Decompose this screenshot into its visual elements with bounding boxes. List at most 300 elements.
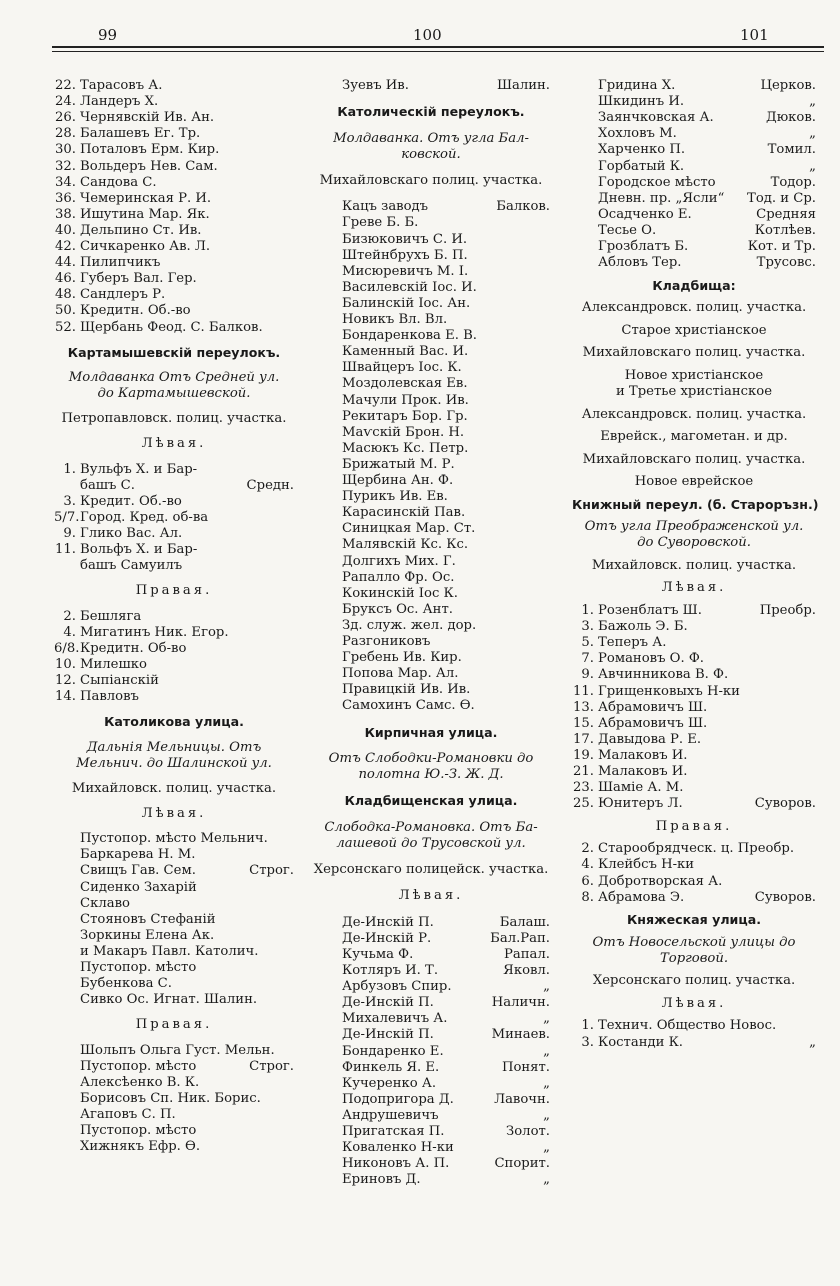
owner-name: Моздолевская Ев. (342, 376, 468, 392)
entry-row (572, 126, 816, 142)
owner-name: Кучеренко А. (342, 1075, 437, 1091)
header-rule (52, 46, 824, 48)
house-number: 14. (55, 689, 76, 705)
owner-name: Никоновъ А. П. (342, 1156, 450, 1172)
owner-name: Маѵскій Брон. Н. (342, 424, 465, 440)
entry-row (312, 199, 550, 215)
cross-street: Рапал. (504, 946, 550, 962)
cross-street: „ (809, 94, 816, 110)
owner-name: башъ Самуилъ (80, 558, 183, 574)
owner-name: Городское мѣсто (598, 174, 716, 190)
house-number: 38. (55, 206, 76, 222)
owner-name: Пустопор. мѣсто (80, 1058, 197, 1074)
owner-name: Шаміе А. М. (598, 780, 684, 796)
owner-name: Котляръ И. Т. (342, 963, 439, 978)
cross-street: „ (543, 1172, 550, 1188)
house-number: 3. (63, 493, 76, 509)
owner-name: Зоркины Елена Ак. (80, 927, 215, 943)
owner-name: Кацъ заводъ (342, 199, 429, 215)
house-number: 2. (63, 608, 76, 624)
owner-name: Розенблатъ Ш. (598, 603, 702, 618)
house-number: 24. (55, 94, 76, 110)
entry-row (54, 1107, 294, 1123)
cross-street: Строг. (249, 1058, 294, 1074)
house-number: 13. (573, 699, 594, 715)
owner-name: Осадченко Е. (598, 206, 692, 222)
entry-row (572, 159, 816, 175)
house-number: 25. (573, 796, 594, 812)
owner-name: Балинскій Іос. Ан. (342, 295, 471, 311)
section-heading: Картамышевскій переулокъ. (67, 344, 281, 360)
entry-row (54, 625, 294, 641)
entry-row (312, 586, 550, 602)
entry-row (572, 175, 816, 191)
entry-row (312, 1092, 550, 1108)
owner-name: Бруксъ Ос. Ант. (342, 601, 453, 617)
cross-street: Тодор. (770, 174, 816, 190)
house-number: 3. (581, 1034, 594, 1050)
entry-row (572, 684, 816, 700)
owner-name: Склаво (80, 895, 130, 911)
owner-name: Свищъ Гав. Сем. (80, 863, 196, 879)
entry-row (312, 328, 550, 344)
house-number: 5/7. (54, 509, 80, 525)
section-subtitle: Отъ Новосельской улицы до (592, 934, 796, 950)
house-number: 19. (573, 747, 594, 763)
police-district: Михайловскаго полиц. участка. (582, 345, 806, 361)
owner-name: Алексѣенко В. К. (80, 1074, 200, 1090)
house-number: 9. (63, 526, 76, 541)
entry-row (54, 657, 294, 673)
police-district: Александровск. полиц. участка. (581, 406, 807, 422)
owner-name: Павловъ (80, 689, 139, 705)
entry-row (312, 915, 550, 931)
owner-name: Андрушевичъ (342, 1107, 439, 1123)
owner-name: Тарасовъ А. (80, 78, 163, 93)
entry-row (572, 603, 816, 619)
entry-row (54, 223, 294, 239)
owner-name: Мачули Прок. Ив. (342, 392, 469, 408)
police-district: Новое еврейское (634, 474, 754, 490)
section-subtitle: Мельнич. до Шалинской ул. (76, 755, 272, 771)
owner-name: Бешляга (80, 608, 142, 624)
section-subtitle: ковской. (401, 146, 461, 162)
house-number: 52. (55, 319, 76, 335)
entry-row (54, 944, 294, 960)
side-label: Лѣвая. (661, 995, 727, 1011)
entry-row (572, 239, 816, 255)
entry-row (572, 890, 816, 906)
entry-row (572, 110, 816, 126)
entry-row (312, 360, 550, 376)
section-subtitle: Отъ угла Преображенской ул. (584, 519, 804, 535)
house-number: 23. (573, 780, 594, 796)
entry-row (312, 1027, 550, 1043)
police-district: Петропавловск. полиц. участка. (61, 411, 287, 427)
owner-name: Малявскій Кс. Кс. (342, 537, 469, 553)
cross-street: Шалин. (496, 78, 550, 93)
entry-row (312, 1156, 550, 1172)
entry-row (312, 666, 550, 682)
owner-name: Старообрядческ. ц. Преобр. (598, 841, 795, 857)
entry-row (312, 1076, 550, 1092)
owner-name: башъ С. (80, 477, 135, 493)
entry-row (54, 542, 294, 558)
owner-name: Кредитн. Об.-во (80, 303, 191, 319)
owner-name: Штейнбрухъ Б. П. (342, 247, 468, 263)
owner-name: Кредит. Об.-во (80, 493, 182, 509)
owner-name: Швайцеръ Іос. К. (342, 360, 462, 376)
entry-row (312, 505, 550, 521)
entry-row (54, 175, 294, 191)
owner-name: Грозблатъ Б. (598, 239, 689, 254)
section-heading: Католическій переулокъ. (337, 104, 525, 120)
owner-name: Пилипчикъ (80, 255, 161, 271)
entry-row (572, 142, 816, 158)
owner-name: Давыдова Р. Е. (598, 731, 702, 747)
house-number: 3. (581, 619, 594, 635)
entry-row (572, 716, 816, 732)
owner-name: Коваленко Н-ки (342, 1140, 454, 1156)
section-heading: Католикова улица. (104, 714, 244, 730)
house-number: 6. (581, 873, 594, 889)
entry-row (572, 223, 816, 239)
police-district: Михайловск. полиц. участка. (591, 557, 797, 573)
entry-row (312, 650, 550, 666)
owner-name: Ишутина Мар. Як. (80, 206, 210, 222)
section-subtitle: Молдаванка. Отъ угла Бал- (333, 130, 529, 146)
section-subtitle: до Суворовской. (637, 535, 751, 551)
owner-name: Подопригора Д. (342, 1091, 454, 1107)
owner-name: Бизюковичъ С. И. (342, 231, 468, 247)
entry-row (54, 191, 294, 207)
owner-name: Зуевъ Ив. (342, 78, 409, 93)
owner-name: Технич. Общество Новос. (598, 1018, 777, 1034)
house-number: 2. (581, 841, 594, 857)
entry-row (572, 1035, 816, 1051)
owner-name: Самохинъ Самс. Ѳ. (342, 698, 475, 714)
owner-name: Дельпино Ст. Ив. (80, 222, 202, 238)
owner-name: Сичкаренко Ав. Л. (80, 239, 211, 254)
owner-name: Костанди К. (598, 1034, 683, 1050)
owner-name: Абрамовичъ Ш. (598, 715, 708, 731)
owner-name: Вольфъ Х. и Бар- (80, 542, 198, 558)
police-district: Александровск. полиц. участка. (581, 300, 807, 316)
owner-name: Вульфъ Х. и Бар- (80, 461, 198, 477)
owner-name: Кокинскій Іос К. (342, 585, 458, 601)
entry-row (54, 239, 294, 255)
entry-row (54, 1091, 294, 1107)
owner-name: Ериновъ Д. (342, 1172, 421, 1188)
entry-row (54, 1059, 294, 1075)
entry-row (54, 960, 294, 976)
cross-street: Средняя (756, 206, 816, 222)
house-number: 26. (55, 110, 76, 126)
owner-name: Де-Инскій П. (342, 995, 434, 1011)
entry-row (312, 963, 550, 979)
entry-row (572, 667, 816, 683)
entry-row (312, 78, 550, 94)
house-number: 32. (55, 158, 76, 174)
entry-row (312, 537, 550, 553)
house-number: 1. (581, 603, 594, 618)
house-number: 4. (581, 857, 594, 873)
entry-row (54, 992, 294, 1008)
cross-street: „ (809, 126, 816, 142)
owner-name: Финкель Я. Е. (342, 1059, 440, 1075)
section-subtitle: Дальнія Мельницы. Отъ (86, 739, 262, 755)
entry-row (312, 1172, 550, 1188)
owner-name: Сыпіанскій (80, 673, 159, 688)
house-number: 10. (55, 656, 76, 672)
entry-row (54, 673, 294, 689)
owner-name: Глико Вас. Ал. (80, 526, 183, 541)
entry-row (572, 748, 816, 764)
owner-name: Кучьма Ф. (342, 946, 414, 962)
entry-row (572, 207, 816, 223)
section-subtitle: полотна Ю.-З. Ж. Д. (358, 767, 504, 783)
page-number-left: 99 (98, 26, 118, 44)
owner-name: Синицкая Мар. Ст. (342, 521, 476, 537)
owner-name: Абрамовичъ Ш. (598, 699, 708, 715)
owner-name: Грищенковыхъ Н-ки (598, 683, 740, 699)
owner-name: Вольдеръ Нев. Сам. (80, 158, 218, 174)
cross-street: „ (543, 1011, 550, 1027)
entry-row (312, 698, 550, 714)
house-number: 44. (55, 255, 76, 271)
entry-row (54, 928, 294, 944)
entry-row (54, 1139, 294, 1155)
house-number: 22. (55, 78, 76, 93)
entry-row (312, 344, 550, 360)
cross-street: Золот. (506, 1124, 550, 1139)
cross-street: Суворов. (754, 889, 816, 905)
owner-name: Горбатый К. (598, 158, 685, 174)
owner-name: Поталовъ Ерм. Кир. (80, 142, 220, 158)
owner-name: Романовъ О. Ф. (598, 651, 705, 667)
owner-name: Пустопор. мѣсто (80, 1123, 197, 1139)
owner-name: Рекитаръ Бор. Гр. (342, 408, 468, 424)
police-district: Херсонскаго полиц. участка. (592, 973, 796, 989)
police-district: Михайловск. полиц. участка. (71, 780, 277, 796)
owner-name: Балашевъ Ег. Тр. (80, 126, 201, 142)
house-number: 12. (55, 673, 76, 688)
house-number: 48. (55, 287, 76, 303)
owner-name: Попова Мар. Ал. (342, 666, 459, 682)
entry-row (312, 931, 550, 947)
entry-row (54, 880, 294, 896)
cross-street: Наличн. (491, 995, 550, 1011)
section-subtitle: до Картамышевской. (97, 386, 251, 401)
cross-street: Тод. и Ср. (747, 190, 816, 206)
cross-street: Балков. (496, 199, 550, 215)
entry-row (54, 126, 294, 142)
house-number: 9. (581, 667, 594, 683)
owner-name: Чернявскій Ив. Ан. (80, 110, 215, 126)
cross-street: Кот. и Тр. (747, 239, 816, 254)
owner-name: Сиденко Захарій (80, 879, 197, 895)
entry-row (312, 280, 550, 296)
owner-name: Борисовъ Сп. Ник. Борис. (80, 1090, 261, 1106)
owner-name: Сандова С. (80, 174, 157, 190)
house-number: 30. (55, 142, 76, 158)
entry-row (312, 264, 550, 280)
entry-row (54, 896, 294, 912)
cross-street: „ (543, 1140, 550, 1156)
entry-row (312, 634, 550, 650)
house-number: 15. (573, 715, 594, 731)
police-district: Новое христіанское (624, 367, 764, 383)
entry-row (54, 142, 294, 158)
cross-street: „ (809, 1034, 816, 1050)
owner-name: Зд. служ. жел. дор. (342, 617, 477, 633)
owner-name: Пригатская П. (342, 1124, 445, 1139)
entry-row (312, 409, 550, 425)
entry-row (54, 1123, 294, 1139)
owner-name: Чемеринская Р. И. (80, 190, 212, 206)
entry-row (54, 207, 294, 223)
owner-name: Бондаренкова Е. В. (342, 328, 477, 344)
section-heading: Кирпичная улица. (364, 724, 498, 740)
owner-name: Хохловъ М. (598, 126, 677, 142)
house-number: 40. (55, 222, 76, 238)
entry-row (572, 764, 816, 780)
entry-row (312, 682, 550, 698)
entry-row (312, 521, 550, 537)
entry-row (312, 393, 550, 409)
entry-row (572, 635, 816, 651)
entry-row (54, 1043, 294, 1059)
owner-name: Кредитн. Об-во (80, 640, 187, 656)
house-number: 8. (581, 889, 594, 905)
entry-row (54, 1075, 294, 1091)
owner-name: Каменный Вас. И. (342, 344, 469, 360)
page-number-right: 101 (740, 26, 769, 44)
entry-row (572, 651, 816, 667)
header-rule-thin (52, 51, 824, 52)
house-number: 7. (581, 651, 594, 667)
house-number: 42. (55, 239, 76, 254)
section-subtitle: Молдаванка Отъ Средней ул. (68, 369, 280, 385)
entry-row (54, 78, 294, 94)
house-number: 17. (573, 731, 594, 747)
house-number: 6/8. (54, 640, 80, 656)
police-district: Херсонскаго полицейск. участка. (313, 862, 549, 878)
entry-row (312, 232, 550, 248)
cross-street: „ (543, 1043, 550, 1059)
entry-row (54, 287, 294, 303)
owner-name: Греве Б. Б. (342, 215, 419, 231)
police-district: Старое христіанское (621, 322, 767, 338)
entry-row (572, 796, 816, 812)
owner-name: Сандлеръ Р. (80, 287, 166, 303)
entry-row (572, 841, 816, 857)
owner-name: Добротворская А. (598, 873, 723, 889)
cross-street: Котлѣев. (754, 222, 816, 238)
cross-street: „ (543, 1107, 550, 1123)
owner-name: Юнитеръ Л. (598, 796, 683, 812)
entry-row (54, 94, 294, 110)
owner-name: Мисюревичъ М. І. (342, 263, 469, 279)
entry-row (572, 255, 816, 271)
entry-row (54, 462, 294, 478)
owner-name: Авчинникова В. Ф. (598, 667, 729, 683)
owner-name: Стояновъ Стефаній (80, 911, 216, 927)
entry-row (312, 1044, 550, 1060)
cross-street: „ (543, 1075, 550, 1091)
section-subtitle: Торговой. (659, 950, 729, 966)
side-label: Правая. (655, 818, 733, 834)
entry-row (54, 641, 294, 657)
owner-name: Тесье О. (598, 222, 657, 238)
house-number: 5. (581, 635, 594, 651)
owner-name: Дневн. пр. „Ясли“ (598, 190, 725, 206)
cross-street: Балаш. (499, 914, 550, 930)
owner-name: Бубенкова С. (80, 976, 172, 992)
owner-name: Малаковъ И. (598, 747, 688, 763)
owner-name: Гридина Х. (598, 78, 676, 93)
house-number: 46. (55, 271, 76, 287)
entry-row (312, 979, 550, 995)
owner-name: Пустопор. мѣсто Мельнич. (80, 831, 268, 847)
cross-street: Яковл. (503, 963, 550, 978)
entry-row (54, 255, 294, 271)
owner-name: Де-Инскій П. (342, 914, 434, 930)
entry-row (572, 78, 816, 94)
entry-row (54, 320, 294, 336)
owner-name: Теперъ А. (598, 635, 667, 651)
entry-row (312, 215, 550, 231)
owner-name: Разгониковъ (342, 634, 431, 649)
entry-row (54, 526, 294, 542)
entry-row (312, 947, 550, 963)
owner-name: Хижнякъ Ефр. Ѳ. (80, 1139, 201, 1155)
entry-row (54, 689, 294, 705)
cross-street: Средн. (246, 477, 294, 493)
owner-name: Бондаренко Е. (342, 1043, 444, 1059)
house-number: 1. (581, 1018, 594, 1034)
house-number: 28. (55, 126, 76, 142)
section-heading: Книжный переул. (б. Староръзн.) (572, 496, 819, 512)
entry-row (312, 1140, 550, 1156)
house-number: 21. (573, 764, 594, 779)
owner-name: Долгихъ Мих. Г. (342, 553, 456, 569)
owner-name: Арбузовъ Спир. (342, 979, 452, 995)
side-label: Лѣвая. (141, 436, 207, 452)
police-district: Михайловскаго полиц. участка. (582, 451, 806, 467)
owner-name: Ландеръ Х. (80, 94, 159, 110)
side-label: Лѣвая. (141, 806, 207, 821)
owner-name: Бажоль Э. Б. (598, 619, 688, 635)
owner-name: Милешко (80, 656, 147, 672)
entry-row (54, 159, 294, 175)
section-subtitle: лашевой до Трусовской ул. (336, 835, 526, 851)
entry-row (572, 857, 816, 873)
police-district: Еврейск., магометан. и др. (600, 429, 788, 445)
entry-row (312, 1124, 550, 1140)
owner-name: Сивко Ос. Игнат. Шалин. (80, 992, 258, 1008)
owner-name: Баркарева Н. М. (80, 847, 196, 863)
cross-street: „ (809, 158, 816, 174)
entry-row (312, 570, 550, 586)
owner-name: Новикъ Вл. Вл. (342, 312, 448, 327)
entry-row (312, 1011, 550, 1027)
section-heading: Княжеская улица. (626, 912, 761, 928)
owner-name: Шкидинъ И. (598, 94, 685, 110)
entry-row (312, 602, 550, 618)
side-label: Правая. (135, 1017, 213, 1033)
house-number: 11. (573, 683, 594, 699)
